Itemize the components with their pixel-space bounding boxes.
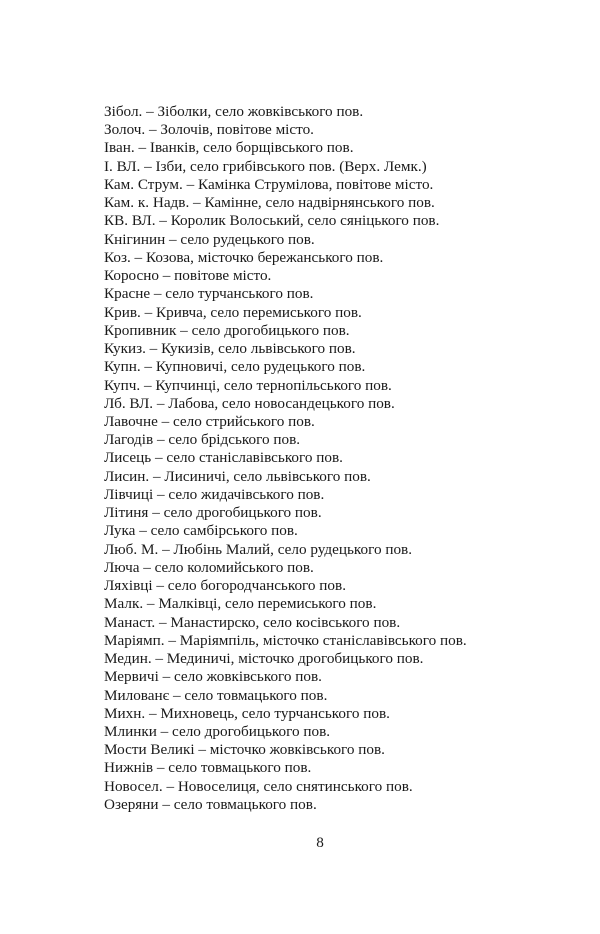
list-item: Кукиз. – Кукизів, село львівського пов. [104,340,356,358]
list-item: Лб. ВЛ. – Лабова, село новосандецького пов. [104,394,395,412]
list-item: Люча – село коломийського пов. [104,558,314,576]
list-item: Купч. – Купчинці, село тернопільського пов. [104,376,392,394]
list-item: Лука – село самбірського пов. [104,522,298,540]
list-item: Новосел. – Новоселиця, село снятинського пов. [104,777,413,795]
list-item: Манаст. – Манастирско, село косівського пов. [104,613,401,631]
list-item: Зібол. – Зіболки, село жовківського пов. [104,103,364,120]
abbreviation-list [104,103,467,814]
list-item: Лисин. – Лисиничі, село львівського пов. [104,467,371,485]
list-item: Нижнів – село товмацького пов. [104,759,312,777]
list-item: Милованє – село товмацького пов. [104,686,328,704]
list-item: Малк. – Малківці, село перемиського пов. [104,595,377,613]
list-item: Красне – село турчанського пов. [104,285,314,303]
list-item: Купн. – Купновичі, село рудецького пов. [104,358,366,376]
list-item: Ляхівці – село богородчанського пов. [104,577,346,595]
list-item: Лисець – село станіславівського пов. [104,449,343,467]
list-item: Іван. – Іванків, село борщівського пов. [104,139,354,157]
list-item: Лавочне – село стрийського пов. [104,412,315,430]
list-item: Кнігинин – село рудецького пов. [104,230,315,248]
list-item: Коз. – Козова, місточко бережанського пов. [104,248,384,266]
list-item: І. ВЛ. – Ізби, село грибівського пов. (Верх. Лемк.) [104,157,427,175]
list-item: Озеряни – село товмацького пов. [104,795,317,813]
list-item: КВ. ВЛ. – Королик Волоський, село сяніцького пов. [104,212,440,230]
list-item: Крив. – Кривча, село перемиського пов. [104,303,362,321]
list-item: Медин. – Мединичі, місточко дрогобицького пов. [104,650,424,668]
list-item: Кропивник – село дрогобицького пов. [104,321,350,339]
list-item: Михн. – Михновець, село турчанського пов. [104,704,390,722]
list-item: Маріямп. – Маріямпіль, місточко станіславівського пов. [104,631,467,649]
list-item: Золоч. – Золочів, повітове місто. [104,121,314,139]
list-item: Мости Великі – місточко жовківського пов. [104,741,385,759]
list-item: Лагодів – село брідського пов. [104,431,301,449]
list-item: Кам. к. Надв. – Камінне, село надвірнянського пов. [104,194,435,212]
list-item: Лівчиці – село жидачівського пов. [104,485,325,503]
list-item: Коросно – повітове місто. [104,267,272,285]
list-item: Мервичі – село жовківського пов. [104,668,322,686]
page-number: 8 [316,834,324,851]
list-item: Літиня – село дрогобицького пов. [104,504,322,522]
list-item: Люб. М. – Любінь Малий, село рудецького пов. [104,540,413,558]
list-item: Млинки – село дрогобицького пов. [104,722,331,740]
list-item: Кам. Струм. – Камінка Струмілова, повітове місто. [104,175,434,193]
